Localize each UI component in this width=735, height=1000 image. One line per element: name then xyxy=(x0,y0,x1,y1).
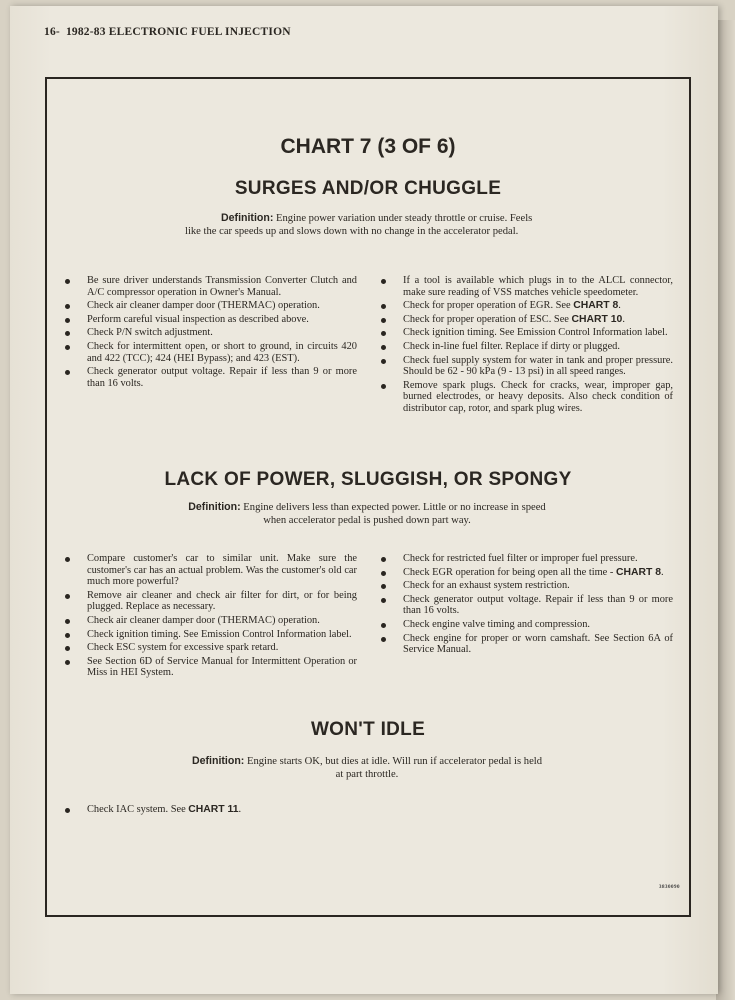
list-surges-left xyxy=(61,275,357,391)
checklist-item: Perform careful visual inspection as described above. xyxy=(61,314,357,326)
checklist-item: Check for proper operation of EGR. See CHART 8. xyxy=(377,300,673,312)
definition-label: Definition: xyxy=(221,212,274,224)
checklist-item: Check ignition timing. See Emission Control Information label. xyxy=(377,327,673,339)
list-surges-right xyxy=(377,275,673,417)
checklist-item: Remove air cleaner and check air filter for dirt, or for being plugged. Replace as necessary. xyxy=(61,590,357,613)
list-lack-left xyxy=(61,553,357,681)
figure-code: 3830090 xyxy=(659,885,680,890)
checklist-item: Check P/N switch adjustment. xyxy=(61,327,357,339)
checklist-item: Be sure driver understands Transmission Converter Clutch and A/C compressor operation in Owner's Manual. xyxy=(61,275,357,298)
definition-lack-of-power xyxy=(187,501,547,527)
checklist-item: Check IAC system. See CHART 11. xyxy=(61,804,357,816)
definition-text: Engine starts OK, but dies at idle. Will run if accelerator pedal is held at part throttle. xyxy=(246,756,543,780)
page-number: 16- xyxy=(44,26,60,38)
definition-text: Engine delivers less than expected power. Little or no increase in speed when accelerator pedal is pushed down part way. xyxy=(243,502,546,526)
definition-wont-idle xyxy=(187,755,547,781)
chart-frame xyxy=(45,77,691,917)
checklist-item: Check ignition timing. See Emission Control Information label. xyxy=(61,629,357,641)
checklist-item: Check generator output voltage. Repair if less than 9 or more than 16 volts. xyxy=(377,594,673,617)
definition-text: Engine power variation under steady throttle or cruise. Feels like the car speeds up and slows down with no change in the accelerator pedal. xyxy=(185,213,533,237)
section-title-wont-idle: WON'T IDLE xyxy=(310,719,426,740)
checklist-item: Check engine valve timing and compression. xyxy=(377,619,673,631)
checklist-item: Compare customer's car to similar unit. Make sure the customer's car has an actual problem. Was the customer's old car much more powerful? xyxy=(61,553,357,588)
section-title-surges: SURGES AND/OR CHUGGLE xyxy=(234,178,502,199)
checklist-item: Check fuel supply system for water in tank and proper pressure. Should be 62 - 90 kPa (9 - 13 psi) in all speed ranges. xyxy=(377,355,673,378)
checklist-item: See Section 6D of Service Manual for Intermittent Operation or Miss in HEI System. xyxy=(61,656,357,679)
list-lack-right xyxy=(377,553,673,658)
checklist-item: Check ESC system for excessive spark retard. xyxy=(61,642,357,654)
checklist-item: Check for restricted fuel filter or improper fuel pressure. xyxy=(377,553,673,565)
checklist-item: Check engine for proper or worn camshaft. See Section 6A of Service Manual. xyxy=(377,633,673,656)
checklist-item: Check for intermittent open, or short to ground, in circuits 420 and 422 (TCC); 424 (HEI Bypass); and 423 (EST). xyxy=(61,341,357,364)
section-title-lack-of-power: LACK OF POWER, SLUGGISH, OR SPONGY xyxy=(164,469,572,490)
checklist-item: Check EGR operation for being open all the time - CHART 8. xyxy=(377,567,673,579)
checklist-item: Check generator output voltage. Repair if less than 9 or more than 16 volts. xyxy=(61,366,357,389)
adjacent-page-edge xyxy=(716,20,735,1000)
definition-label: Definition: xyxy=(188,501,241,513)
manual-title: 1982-83 ELECTRONIC FUEL INJECTION xyxy=(65,26,291,38)
checklist-item: Check in-line fuel filter. Replace if dirty or plugged. xyxy=(377,341,673,353)
checklist-item: Check air cleaner damper door (THERMAC) operation. xyxy=(61,615,357,627)
list-idle xyxy=(61,804,357,818)
checklist-item: Remove spark plugs. Check for cracks, wear, improper gap, burned electrodes, or heavy deposits. Also check condition of distributor cap, rotor, and spark plug wires. xyxy=(377,380,673,415)
definition-label: Definition: xyxy=(191,755,245,767)
definition-surges xyxy=(185,212,545,238)
checklist-item: Check for an exhaust system restriction. xyxy=(377,580,673,592)
checklist-item: Check air cleaner damper door (THERMAC) operation. xyxy=(61,300,357,312)
page-header xyxy=(44,26,291,38)
chart-title: CHART 7 (3 OF 6) xyxy=(280,135,456,158)
checklist-item: Check for proper operation of ESC. See CHART 10. xyxy=(377,314,673,326)
checklist-item: If a tool is available which plugs in to the ALCL connector, make sure reading of VSS matches vehicle speedometer. xyxy=(377,275,673,298)
